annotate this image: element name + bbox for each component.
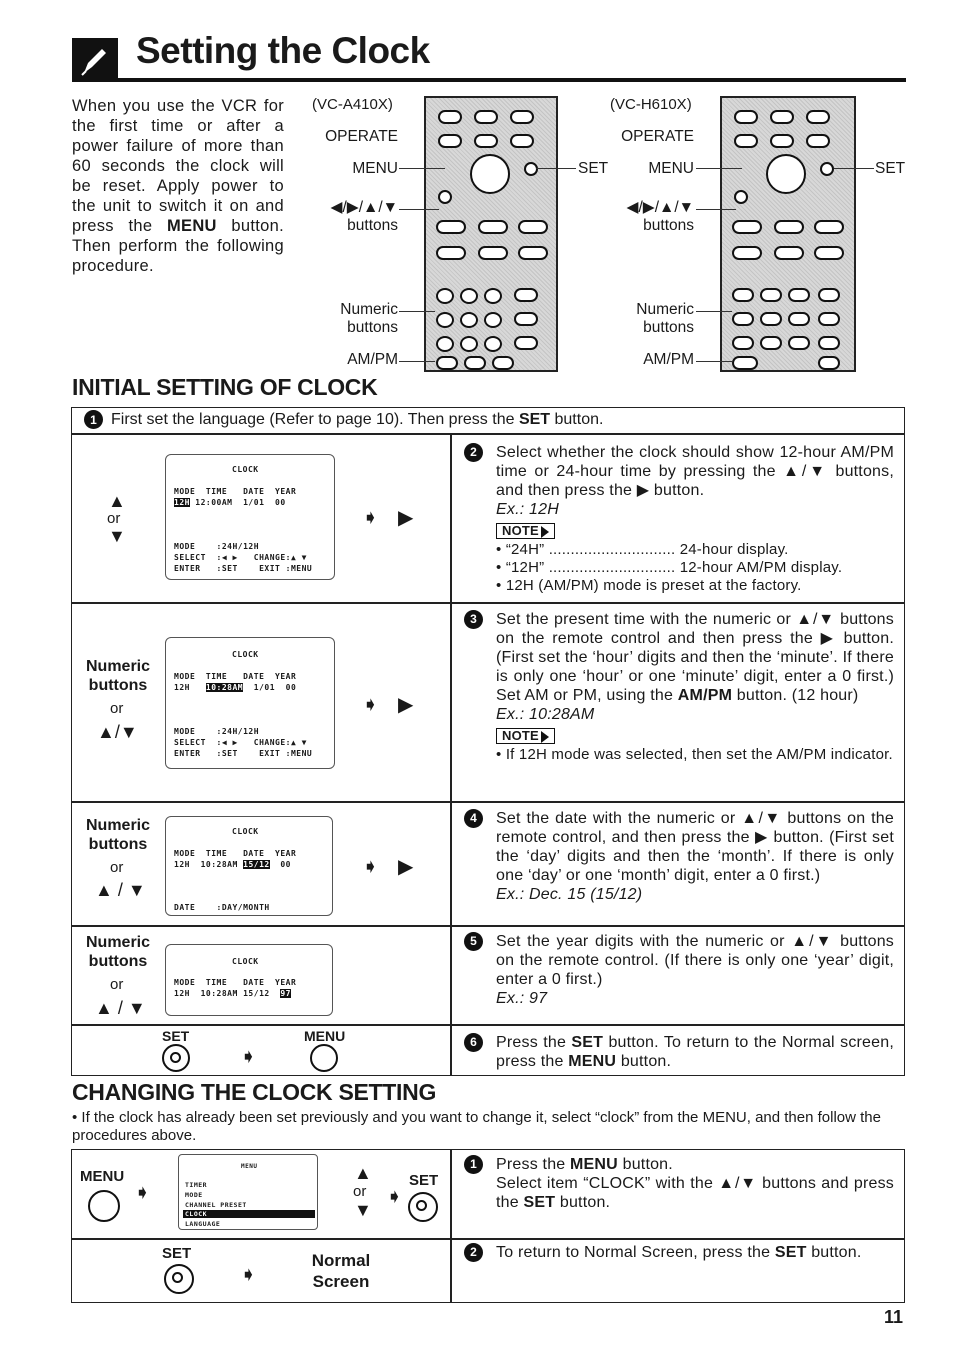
set-button[interactable] xyxy=(164,1264,194,1294)
down-arrow-icon: ▼ xyxy=(108,526,126,546)
or-label: or xyxy=(110,859,124,876)
remote-a-operate-label: OPERATE xyxy=(325,128,398,145)
remote-a-ampm-label: AM/PM xyxy=(347,351,398,368)
normal-screen-label: Normal Screen xyxy=(311,1251,371,1291)
title-rule xyxy=(72,78,906,82)
numeric-buttons-label: Numeric buttons xyxy=(85,817,151,853)
osd-clock-mode: CLOCK MODE TIME DATE YEAR 12H 12:00AM 1/01 00 MODE :24H/12H SELECT :◀ ▶ CHANGE:▲ ▼ ENTER :SET EXIT :MENU xyxy=(165,454,335,580)
up-arrow-icon: ▲ xyxy=(354,1163,372,1183)
or-label: or xyxy=(353,1183,367,1200)
or-label: or xyxy=(110,976,124,993)
menu-label: MENU xyxy=(80,1168,125,1185)
next-arrow-icon: ➧ xyxy=(362,856,379,878)
remote-a-arrows-label: ◀/▶/▲/▼ xyxy=(330,199,398,216)
remote-b-image xyxy=(720,96,856,372)
remote-a-numeric-sub: buttons xyxy=(347,319,398,336)
set-label: SET xyxy=(162,1245,192,1262)
up-down-arrows-icon: ▲ / ▼ xyxy=(95,998,146,1018)
down-arrow-icon: ▼ xyxy=(354,1200,372,1220)
next-arrow-icon: ➧ xyxy=(134,1182,151,1204)
pen-icon xyxy=(72,38,118,82)
set-button[interactable] xyxy=(162,1044,190,1072)
remote-b-operate-label: OPERATE xyxy=(621,128,694,145)
remote-a-set-label: SET xyxy=(578,160,609,177)
initial-step-5: 5 Set the year digits with the numeric or ▲/▼ buttons on the remote control. (If there is only one ‘year’ digit, enter a 0 first.) Ex.: 97 xyxy=(464,932,894,951)
or-label: or xyxy=(110,700,124,717)
note-badge: NOTE xyxy=(496,523,555,539)
changing-heading: CHANGING THE CLOCK SETTING xyxy=(72,1079,437,1105)
remote-b-arrows-sub: buttons xyxy=(643,217,694,234)
up-arrow-icon: ▲ xyxy=(108,491,126,511)
osd-menu: MENU TIMER MODE CHANNEL PRESET CLOCK LANGUAGE xyxy=(178,1154,318,1230)
initial-step-2: 2 Select whether the clock should show 12-hour AM/PM time or 24-hour time by pressing the ▲/▼ buttons, and then press the ▶ button. Ex.: 12H NOTE • “24H” ............................. 24-hour display. • “12H” ............................. 12-hour AM/PM display. • 12H (AM/PM) mode is preset at the factory. xyxy=(464,443,894,462)
changing-intro: • If the clock has already been set previously and you want to change it, select “clock” from the MENU, and then follow the procedures above. xyxy=(72,1109,881,1144)
play-button-icon: ▶ xyxy=(398,694,414,716)
next-arrow-icon: ➧ xyxy=(386,1186,403,1208)
remote-a-numeric-label: Numeric xyxy=(340,301,398,318)
up-down-arrows-icon: ▲ / ▼ xyxy=(95,880,146,900)
play-button-icon: ▶ xyxy=(398,856,414,878)
next-arrow-icon: ➧ xyxy=(362,694,379,716)
osd-clock-time: CLOCK MODE TIME DATE YEAR 12H 10:28AM 1/01 00 MODE :24H/12H SELECT :◀ ▶ CHANGE:▲ ▼ ENTER :SET EXIT :MENU xyxy=(165,637,335,769)
note-badge: NOTE xyxy=(496,728,555,744)
remote-b-numeric-label: Numeric xyxy=(636,301,694,318)
initial-step-3: 3 Set the present time with the numeric or ▲/▼ buttons on the remote control and then press the ▶ button. (First set the ‘hour’ digits and then the ‘minute’. If there is only one ‘hour’ or one ‘minute’ digit, enter a 0 first.) Set AM or PM, using the AM/PM button. (12 hour) Ex.: 10:28AM NOTE • If 12H mode was selected, then set the AM/PM indicator. xyxy=(464,610,894,629)
page-number: 11 xyxy=(884,1307,904,1327)
remote-b-numeric-sub: buttons xyxy=(643,319,694,336)
remote-b-model: (VC-H610X) xyxy=(610,96,692,113)
numeric-buttons-label: Numeric buttons xyxy=(85,934,151,970)
next-arrow-icon: ➧ xyxy=(240,1264,257,1286)
set-label: SET xyxy=(162,1028,190,1044)
next-arrow-icon: ➧ xyxy=(362,507,379,529)
menu-button[interactable] xyxy=(310,1044,338,1072)
remote-b-set-label: SET xyxy=(875,160,906,177)
intro-paragraph: When you use the VCR for the first time or after a power failure of more than 60 seconds the clock will be reset. Apply power to the unit to switch it on and press the MENU button. Then perform the following procedure. xyxy=(72,97,284,275)
changing-step-2: 2 To return to Normal Screen, press the SET button. xyxy=(464,1243,894,1262)
menu-label: MENU xyxy=(304,1028,346,1044)
osd-clock-year: CLOCK MODE TIME DATE YEAR 12H 10:28AM 15/12 97 xyxy=(165,944,333,1016)
initial-heading: INITIAL SETTING OF CLOCK xyxy=(72,374,378,400)
or-label: or xyxy=(107,510,121,527)
play-button-icon: ▶ xyxy=(398,507,414,529)
set-label: SET xyxy=(409,1172,439,1189)
osd-clock-date: CLOCK MODE TIME DATE YEAR 12H 10:28AM 15/12 00 DATE :DAY/MONTH xyxy=(165,816,333,916)
set-button[interactable] xyxy=(408,1192,438,1222)
numeric-buttons-label: Numeric buttons xyxy=(85,658,151,694)
up-down-arrows-icon: ▲/▼ xyxy=(97,722,138,742)
remote-a-image xyxy=(424,96,558,372)
initial-step-4: 4 Set the date with the numeric or ▲/▼ buttons on the remote control, and then press the ▶ button. (First set the ‘day’ digits and then the ‘month’. If there is only one ‘day’ or one ‘month’ digit, enter a 0 first.) Ex.: Dec. 15 (15/12) xyxy=(464,809,894,828)
remote-b-arrows-label: ◀/▶/▲/▼ xyxy=(626,199,694,216)
initial-step-1: 1 First set the language (Refer to page 10). Then press the SET button. xyxy=(84,410,603,430)
initial-step-6: 6 Press the SET button. To return to the Normal screen, press the MENU button. xyxy=(464,1033,894,1052)
next-arrow-icon: ➧ xyxy=(240,1046,257,1068)
remote-b-ampm-label: AM/PM xyxy=(643,351,694,368)
remote-b-menu-label: MENU xyxy=(648,160,694,177)
remote-a-menu-label: MENU xyxy=(352,160,398,177)
changing-step-1: 1 Press the MENU button. Select item “CLOCK” with the ▲/▼ buttons and press the SET button. xyxy=(464,1155,894,1174)
remote-a-arrows-sub: buttons xyxy=(347,217,398,234)
menu-button[interactable] xyxy=(88,1190,120,1222)
remote-a-model: (VC-A410X) xyxy=(312,96,393,113)
page-title: Setting the Clock xyxy=(136,30,430,71)
